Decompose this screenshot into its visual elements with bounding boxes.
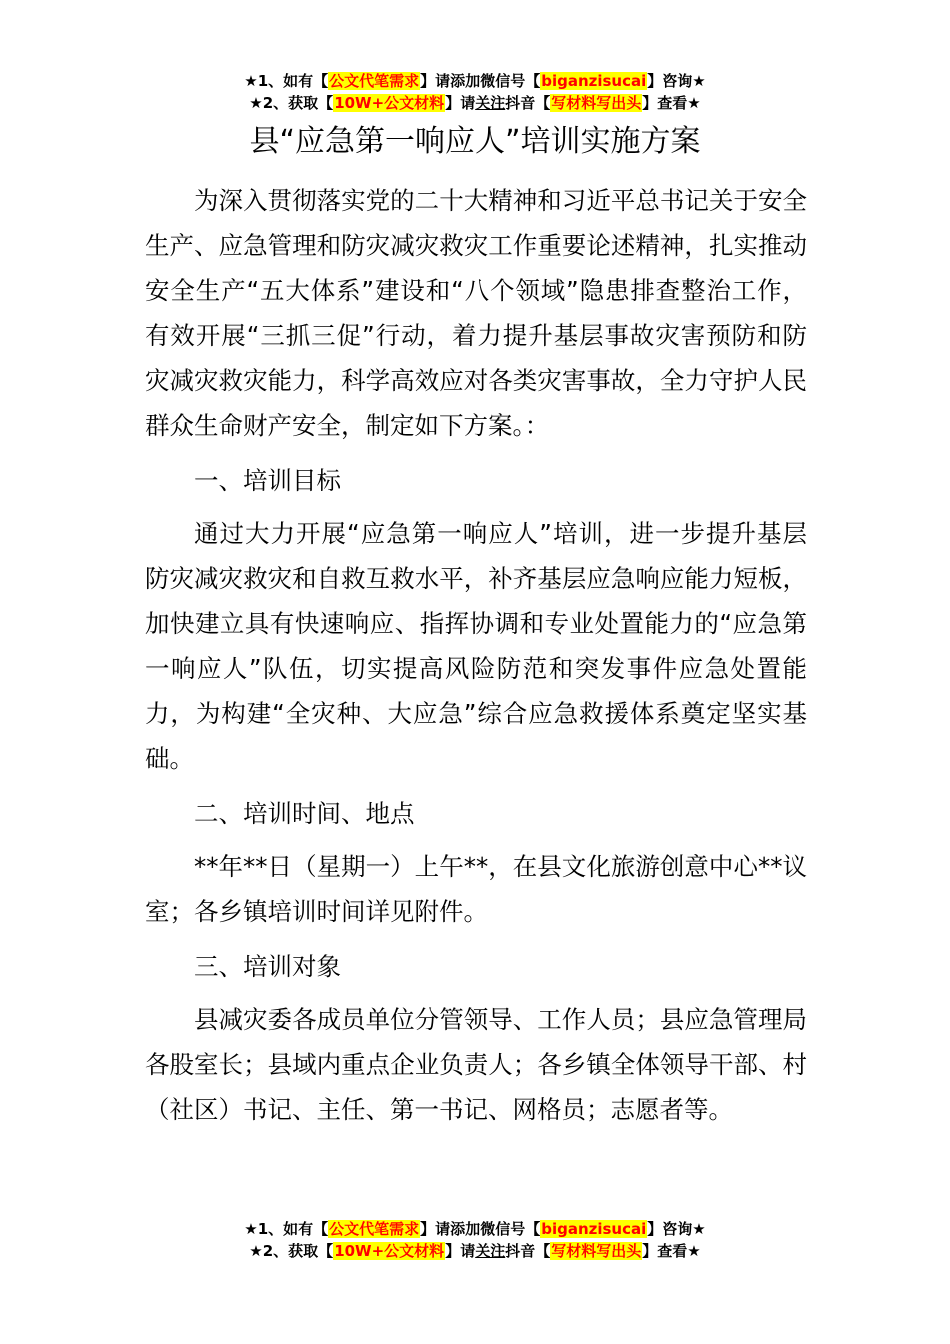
- section-heading-audience: 三、培训对象: [194, 952, 341, 981]
- time-place-paragraph: **年**日（星期一）上午**，在县文化旅游创意中心**议室；各乡镇培训时间详见附件。: [145, 852, 807, 926]
- banner-line-2: ★2、获取【10W+公文材料】请关注抖音【写材料写出头】查看★: [249, 1242, 701, 1260]
- audience-paragraph: 县减灾委各成员单位分管领导、工作人员；县应急管理局各股室长；县域内重点企业负责人；各乡镇全体领导干部、村（社区）书记、主任、第一书记、网格员；志愿者等。: [145, 1005, 807, 1124]
- document-body: [145, 178, 807, 1132]
- highlight-service: 公文代笔需求: [329, 1220, 420, 1238]
- highlight-wechat-id: biganzisucai: [541, 72, 647, 90]
- section-heading-goals: 一、培训目标: [194, 466, 341, 495]
- highlight-douyin: 写材料写出头: [551, 1242, 642, 1260]
- section-heading-time-place: 二、培训时间、地点: [194, 799, 415, 828]
- document-title: 县“应急第一响应人”培训实施方案: [249, 124, 701, 159]
- highlight-service: 公文代笔需求: [329, 72, 420, 90]
- highlight-materials: 10W+公文材料: [334, 94, 445, 112]
- goals-paragraph: 通过大力开展“应急第一响应人”培训，进一步提升基层防灾减灾救灾和自救互救水平，补齐基层应急响应能力短板，加快建立具有快速响应、指挥协调和专业处置能力的“应急第一响应人”队伍，切实提高风险防范和突发事件应急处置能力，为构建“全灾种、大应急”综合应急救援体系奠定坚实基础。: [145, 519, 807, 773]
- banner-line-2: ★2、获取【10W+公文材料】请关注抖音【写材料写出头】查看★: [249, 94, 701, 112]
- header-banner: [0, 70, 950, 114]
- highlight-materials: 10W+公文材料: [334, 1242, 445, 1260]
- highlight-wechat-id: biganzisucai: [541, 1220, 647, 1238]
- banner-line-1: ★1、如有【公文代笔需求】请添加微信号【biganzisucai】咨询★: [244, 1220, 706, 1238]
- footer-banner: [0, 1218, 950, 1262]
- banner-line-1: ★1、如有【公文代笔需求】请添加微信号【biganzisucai】咨询★: [244, 72, 706, 90]
- highlight-douyin: 写材料写出头: [551, 94, 642, 112]
- intro-paragraph: 为深入贯彻落实党的二十大精神和习近平总书记关于安全生产、应急管理和防灾减灾救灾工作重要论述精神，扎实推动安全生产“五大体系”建设和“八个领域”隐患排查整治工作，有效开展“三抓三促”行动，着力提升基层事故灾害预防和防灾减灾救灾能力，科学高效应对各类灾害事故，全力守护人民群众生命财产安全，制定如下方案。：: [145, 186, 807, 440]
